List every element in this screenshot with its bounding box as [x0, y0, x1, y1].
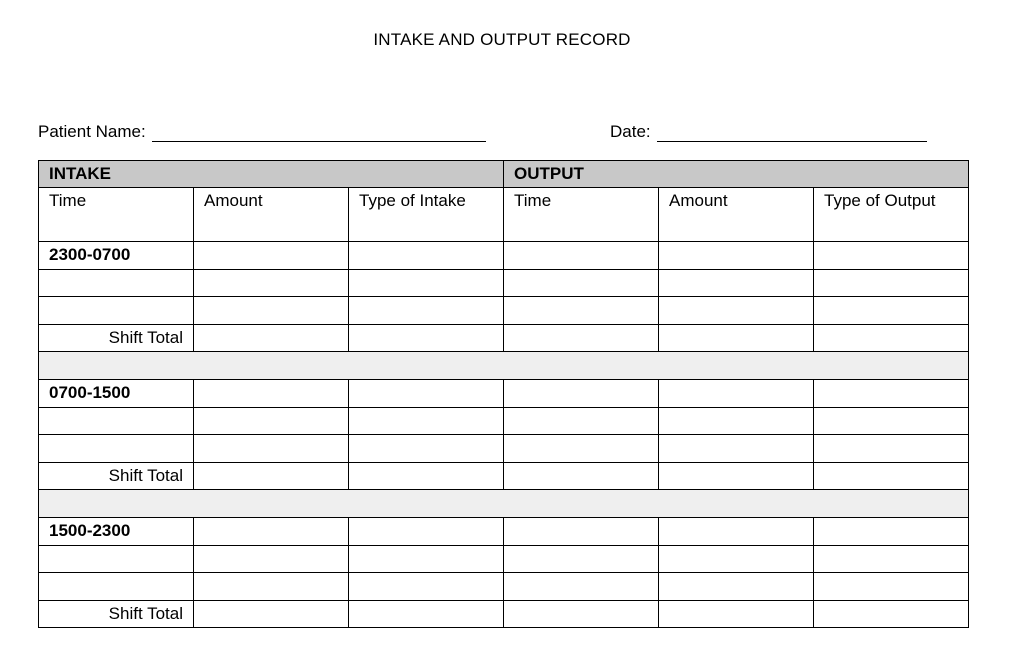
entry-cell[interactable]	[814, 379, 969, 407]
entry-cell[interactable]	[814, 600, 969, 628]
entry-cell[interactable]	[504, 435, 659, 463]
shift-1-entry-row	[39, 297, 969, 325]
shift-2-total-row	[39, 462, 969, 490]
document-title: INTAKE AND OUTPUT RECORD	[373, 30, 631, 49]
shift-3-entry-row	[39, 545, 969, 573]
output-header: OUTPUT	[504, 161, 969, 188]
shift-1-total-row	[39, 324, 969, 352]
shift-3-label: 1500-2300	[39, 517, 194, 545]
entry-cell[interactable]	[659, 269, 814, 297]
entry-cell[interactable]	[194, 435, 349, 463]
shift-2-label: 0700-1500	[39, 379, 194, 407]
entry-cell[interactable]	[504, 517, 659, 545]
entry-cell[interactable]	[194, 269, 349, 297]
shift-separator-row	[39, 490, 969, 518]
entry-cell[interactable]	[194, 379, 349, 407]
col-intake-time: Time	[39, 188, 194, 242]
entry-cell[interactable]	[814, 545, 969, 573]
entry-cell[interactable]	[814, 573, 969, 601]
entry-cell[interactable]	[349, 573, 504, 601]
entry-cell[interactable]	[194, 324, 349, 352]
entry-cell[interactable]	[814, 297, 969, 325]
entry-cell[interactable]	[194, 297, 349, 325]
entry-cell[interactable]	[504, 407, 659, 435]
entry-cell[interactable]	[659, 242, 814, 270]
entry-cell[interactable]	[504, 462, 659, 490]
shift-separator	[39, 352, 969, 380]
shift-1-label-row	[39, 242, 969, 270]
entry-cell[interactable]	[349, 297, 504, 325]
entry-cell[interactable]	[659, 324, 814, 352]
entry-cell[interactable]	[194, 600, 349, 628]
entry-cell[interactable]	[814, 517, 969, 545]
shift-1-label: 2300-0700	[39, 242, 194, 270]
shift-3-label-row	[39, 517, 969, 545]
entry-cell[interactable]	[194, 545, 349, 573]
col-type-of-output: Type of Output	[814, 188, 969, 242]
entry-cell[interactable]	[814, 242, 969, 270]
entry-cell[interactable]	[349, 545, 504, 573]
entry-cell[interactable]	[504, 600, 659, 628]
date-field	[610, 118, 927, 142]
entry-cell[interactable]	[504, 297, 659, 325]
col-output-amount: Amount	[659, 188, 814, 242]
entry-cell[interactable]	[814, 462, 969, 490]
col-type-of-intake: Type of Intake	[349, 188, 504, 242]
entry-cell[interactable]	[659, 297, 814, 325]
entry-cell[interactable]	[194, 573, 349, 601]
entry-cell[interactable]	[39, 269, 194, 297]
entry-cell[interactable]	[349, 407, 504, 435]
entry-cell[interactable]	[504, 269, 659, 297]
entry-cell[interactable]	[504, 242, 659, 270]
entry-cell[interactable]	[814, 324, 969, 352]
intake-output-table	[38, 160, 969, 628]
entry-cell[interactable]	[814, 435, 969, 463]
patient-name-label: Patient Name:	[38, 122, 146, 141]
entry-cell[interactable]	[504, 379, 659, 407]
entry-cell[interactable]	[349, 600, 504, 628]
shift-2-label-row	[39, 379, 969, 407]
shift-1-total-label: Shift Total	[39, 324, 194, 352]
entry-cell[interactable]	[194, 407, 349, 435]
entry-cell[interactable]	[349, 242, 504, 270]
shift-3-total-label: Shift Total	[39, 600, 194, 628]
patient-name-field	[38, 118, 486, 142]
entry-cell[interactable]	[349, 517, 504, 545]
entry-cell[interactable]	[349, 324, 504, 352]
patient-name-blank[interactable]	[152, 123, 486, 142]
col-intake-amount: Amount	[194, 188, 349, 242]
entry-cell[interactable]	[659, 379, 814, 407]
entry-cell[interactable]	[659, 545, 814, 573]
entry-cell[interactable]	[349, 462, 504, 490]
entry-cell[interactable]	[504, 324, 659, 352]
entry-cell[interactable]	[194, 462, 349, 490]
entry-cell[interactable]	[194, 242, 349, 270]
entry-cell[interactable]	[659, 600, 814, 628]
shift-separator-row	[39, 352, 969, 380]
entry-cell[interactable]	[659, 435, 814, 463]
entry-cell[interactable]	[39, 435, 194, 463]
shift-1-entry-row	[39, 269, 969, 297]
entry-cell[interactable]	[814, 407, 969, 435]
entry-cell[interactable]	[659, 573, 814, 601]
entry-cell[interactable]	[39, 545, 194, 573]
shift-2-entry-row	[39, 407, 969, 435]
intake-header: INTAKE	[39, 161, 504, 188]
entry-cell[interactable]	[814, 269, 969, 297]
entry-cell[interactable]	[504, 573, 659, 601]
entry-cell[interactable]	[659, 517, 814, 545]
entry-cell[interactable]	[659, 462, 814, 490]
shift-3-total-row	[39, 600, 969, 628]
shift-2-entry-row	[39, 435, 969, 463]
shift-separator	[39, 490, 969, 518]
shift-3-entry-row	[39, 573, 969, 601]
section-header-row	[39, 161, 969, 188]
entry-cell[interactable]	[39, 407, 194, 435]
entry-cell[interactable]	[349, 435, 504, 463]
entry-cell[interactable]	[39, 297, 194, 325]
entry-cell[interactable]	[504, 545, 659, 573]
date-label: Date:	[610, 122, 651, 141]
entry-cell[interactable]	[194, 517, 349, 545]
column-header-row	[39, 188, 969, 242]
entry-cell[interactable]	[39, 573, 194, 601]
col-output-time: Time	[504, 188, 659, 242]
shift-2-total-label: Shift Total	[39, 462, 194, 490]
date-blank[interactable]	[657, 123, 927, 142]
entry-cell[interactable]	[349, 379, 504, 407]
entry-cell[interactable]	[349, 269, 504, 297]
entry-cell[interactable]	[659, 407, 814, 435]
